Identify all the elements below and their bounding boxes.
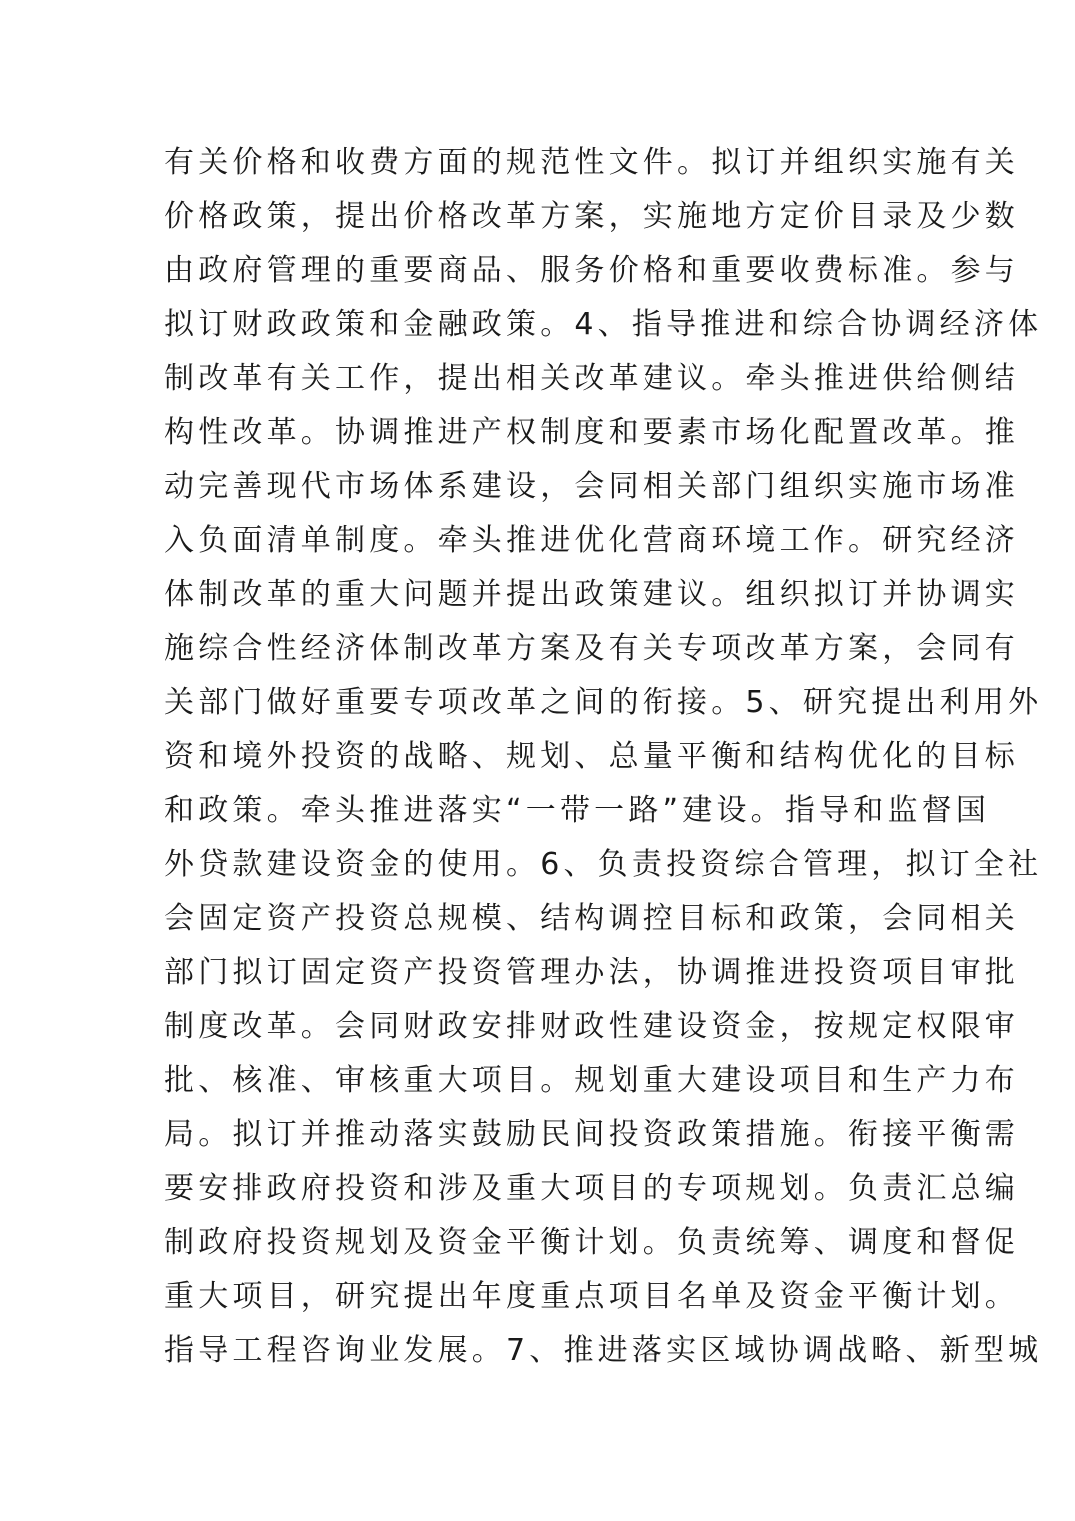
text-line: 会固定资产投资总规模、结构调控目标和政策，会同相关 (164, 901, 1019, 936)
text-line: 拟订财政政策和金融政策。4、指导推进和综合协调经济体 (164, 307, 1043, 342)
text-line: 入负面清单制度。牵头推进优化营商环境工作。研究经济 (164, 523, 1019, 558)
text-line: 制改革有关工作，提出相关改革建议。牵头推进供给侧结 (164, 361, 1019, 396)
text-line: 要安排政府投资和涉及重大项目的专项规划。负责汇总编 (164, 1171, 1019, 1206)
text-line: 有关价格和收费方面的规范性文件。拟订并组织实施有关 (164, 145, 1019, 180)
text-line: 外贷款建设资金的使用。6、负责投资综合管理，拟订全社 (164, 847, 1043, 882)
text-line: 制度改革。会同财政安排财政性建设资金，按规定权限审 (164, 1009, 1019, 1044)
text-line: 关部门做好重要专项改革之间的衔接。5、研究提出利用外 (164, 685, 1043, 720)
text-line: 指导工程咨询业发展。7、推进落实区域协调战略、新型城 (164, 1333, 1043, 1368)
text-line: 体制改革的重大问题并提出政策建议。组织拟订并协调实 (164, 577, 1019, 612)
text-line: 施综合性经济体制改革方案及有关专项改革方案，会同有 (164, 631, 1019, 666)
text-line: 和政策。牵头推进落实“一带一路”建设。指导和监督国 (164, 793, 991, 828)
text-line: 资和境外投资的战略、规划、总量平衡和结构优化的目标 (164, 739, 1019, 774)
text-line: 局。拟订并推动落实鼓励民间投资政策措施。衔接平衡需 (164, 1117, 1019, 1152)
text-line: 部门拟订固定资产投资管理办法，协调推进投资项目审批 (164, 955, 1019, 990)
text-line: 动完善现代市场体系建设，会同相关部门组织实施市场准 (164, 469, 1019, 504)
text-line: 批、核准、审核重大项目。规划重大建设项目和生产力布 (164, 1063, 1019, 1098)
text-line: 重大项目，研究提出年度重点项目名单及资金平衡计划。 (164, 1279, 1019, 1314)
body-text (164, 136, 1043, 1378)
text-line: 由政府管理的重要商品、服务价格和重要收费标准。参与 (164, 253, 1019, 288)
text-line: 构性改革。协调推进产权制度和要素市场化配置改革。推 (164, 415, 1019, 450)
text-line: 制政府投资规划及资金平衡计划。负责统筹、调度和督促 (164, 1225, 1019, 1260)
text-line: 价格政策，提出价格改革方案，实施地方定价目录及少数 (164, 199, 1019, 234)
